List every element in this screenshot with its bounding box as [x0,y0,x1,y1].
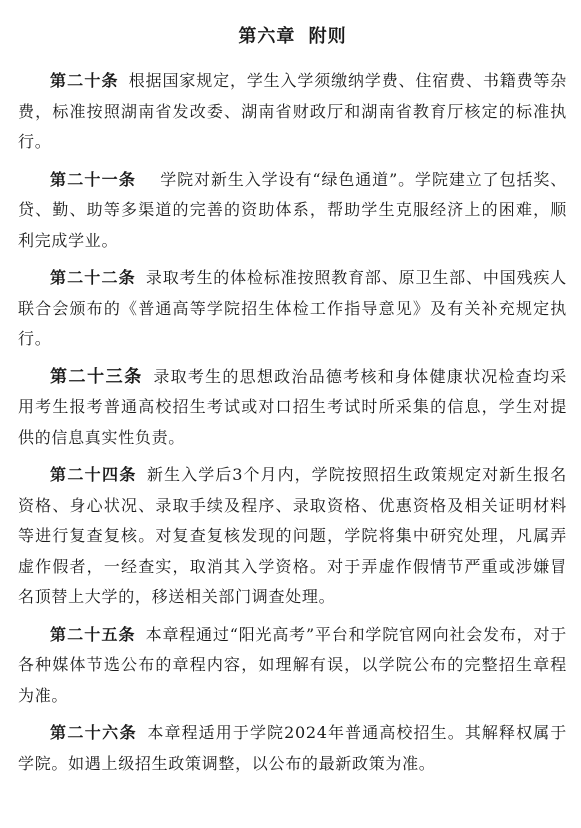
article-24 [18,460,567,613]
article-number: 第二十条 [50,71,119,90]
article-23 [18,362,567,454]
article-number: 第二十六条 [50,723,137,742]
chapter-title: 第六章 附则 [238,26,347,47]
article-20 [18,66,567,158]
article-text: 新生入学后3个月内，学院按照招生政策规定对新生报名资格、身心状况、录取手续及程序、录取资格、优惠资格及相关证明材料等进行复查复核。对复查复核发现的问题，学院将集中研究处理，凡属弄虚作假者，一经查实，取消其入学资格。对于弄虚作假情节严重或涉嫌冒名顶替上大学的，移送相关部门调查处理。 [18,465,567,606]
article-26 [18,718,567,779]
article-text: 本章程适用于学院2024年普通高校招生。其解释权属于学院。如遇上级招生政策调整，以公布的最新政策为准。 [18,723,567,773]
article-22 [18,263,567,355]
article-number: 第二十五条 [50,624,136,644]
article-text: 录取考生的体检标准按照教育部、原卫生部、中国残疾人联合会颁布的《普通高等学院招生体检工作指导意见》及有关补充规定执行。 [18,268,567,348]
article-text: 根据国家规定，学生入学须缴纳学费、住宿费、书籍费等杂费，标准按照湖南省发改委、湖南省财政厅和湖南省教育厅核定的标准执行。 [18,71,567,151]
article-21 [18,165,567,257]
article-text: 录取考生的思想政治品德考核和身体健康状况检查均采用考生报考普通高校招生考试或对口招生考试时所采集的信息，学生对提供的信息真实性负责。 [18,366,567,447]
article-number: 第二十二条 [50,268,136,287]
article-25 [18,620,567,712]
article-number: 第二十四条 [50,465,137,484]
article-text: 本章程通过“阳光高考”平台和学院官网向社会发布，对于各种媒体节选公布的章程内容，如理解有误，以学院公布的完整招生章程为准。 [18,624,567,705]
article-number: 第二十三条 [50,366,143,387]
article-number: 第二十一条 [50,169,137,189]
article-text: 学院对新生入学设有“绿色通道”。学院建立了包括奖、贷、勤、助等多渠道的完善的资助体系，帮助学生克服经济上的困难，顺利完成学业。 [18,169,567,250]
